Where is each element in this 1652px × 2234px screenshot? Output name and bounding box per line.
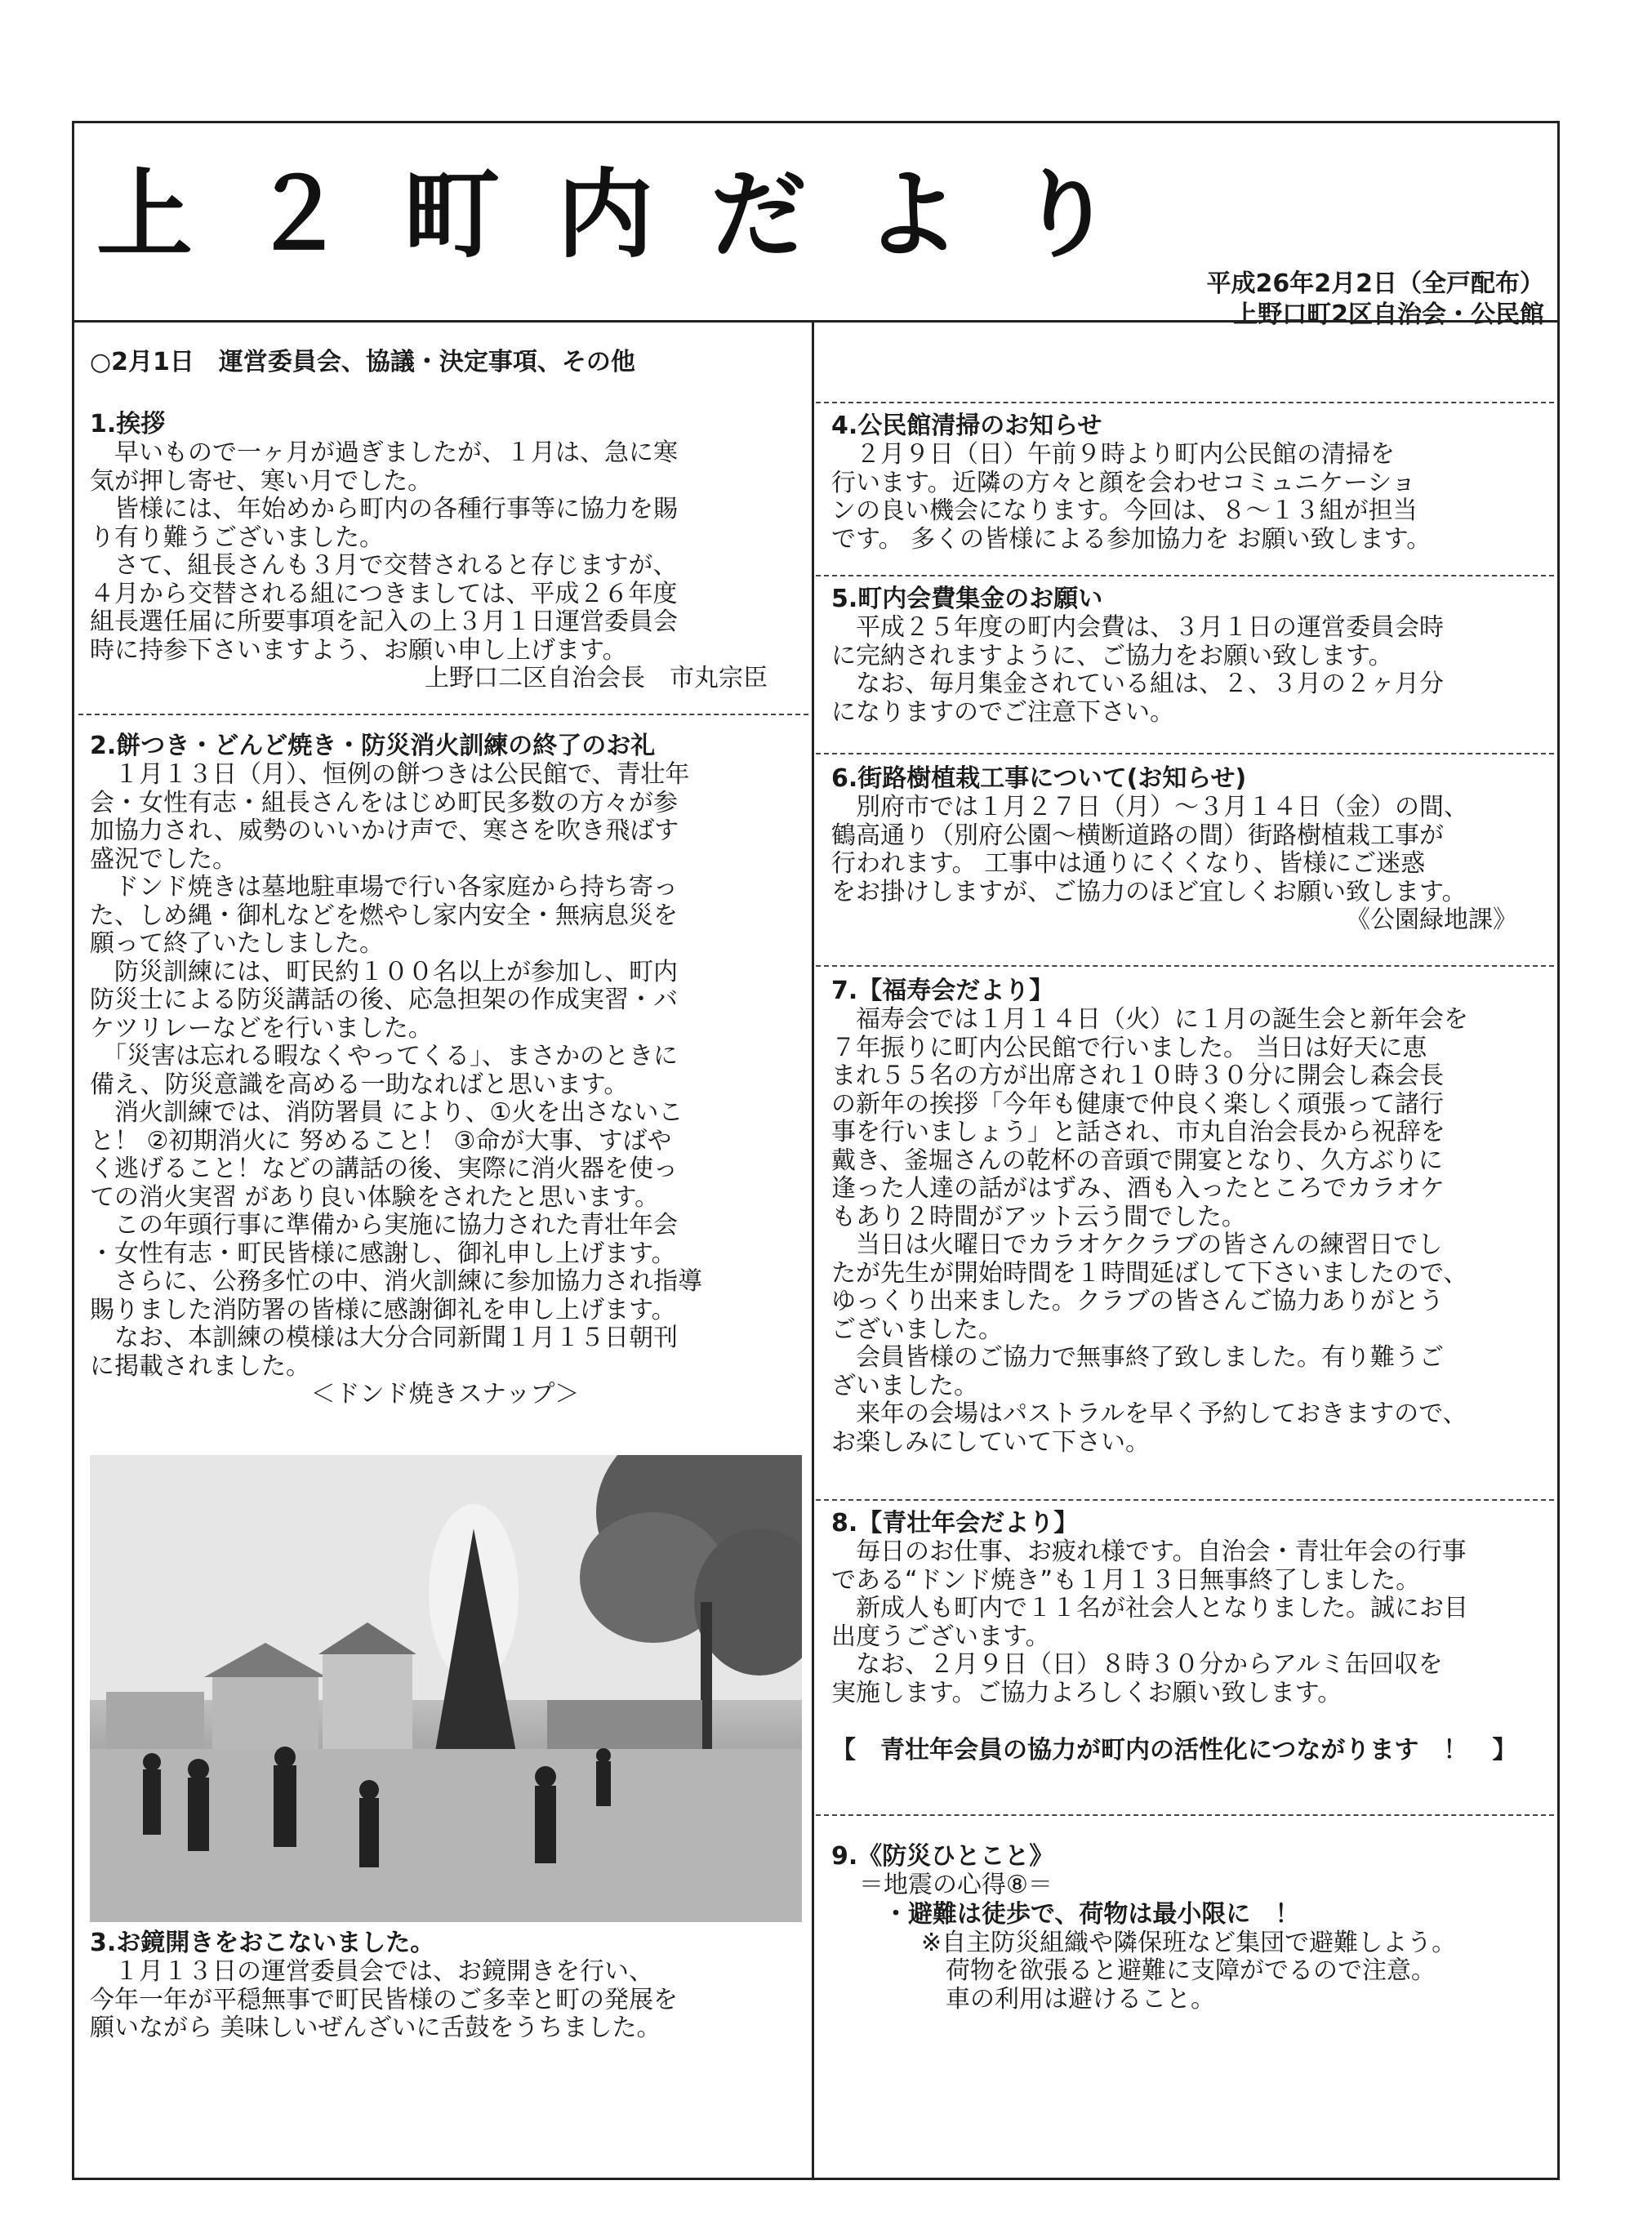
text-line: 願いながら 美味しいぜんざいに舌鼓をうちました。 xyxy=(90,2014,661,2042)
text-line: 組長選任届に所要事項を記入の上３月１日運営委員会 xyxy=(90,607,678,636)
section-heading: 4.公民館清掃のお知らせ xyxy=(831,412,1102,440)
text-line: 行われます。 工事中は通りにくくなり、皆様にご迷惑 xyxy=(831,849,1426,878)
section-fees xyxy=(831,585,1550,727)
text-line: 願って終了いたしました。 xyxy=(90,929,384,958)
text-line: に完納されますように、ご協力をお願い致します。 xyxy=(831,641,1393,670)
text-line: ２月９日（日）午前９時より町内公民館の清掃を xyxy=(831,440,1395,469)
photo-caption: ＜ドンド焼きスナップ＞ xyxy=(310,1380,580,1408)
text-line: この年頭行事に準備から実施に協力された青壮年会 xyxy=(90,1211,678,1239)
section-kagami-biraki xyxy=(90,1929,800,2043)
header-divider xyxy=(72,320,1560,323)
section-fukujukai xyxy=(831,977,1550,1457)
issue-date: 平成26年2月2日（全戸配布） xyxy=(1206,269,1544,298)
text-line: 戴き、釜堀さんの乾杯の音頭で開宴となり、久方ぶりに xyxy=(831,1146,1443,1175)
text-line: 消火訓練では、消防署員 により、①火を出さないこ xyxy=(90,1098,684,1127)
text-line: なお、毎月集金されている組は、２、３月の２ヶ月分 xyxy=(831,670,1444,698)
text-line: ４月から交替される組につきましては、平成２６年度 xyxy=(90,579,678,608)
left-column xyxy=(90,348,800,377)
text-line: 皆様には、年始めから町内の各種行事等に協力を賜 xyxy=(90,495,678,523)
text-line: 加協力され、威勢のいいかけ声で、寒さを吹き飛ばす xyxy=(90,817,679,845)
text-line: 時に持参下さいますよう、お願い申し上げます。 xyxy=(90,635,627,665)
section-heading: 8.【青壮年会だより】 xyxy=(831,1509,1079,1538)
text-line: と！ ②初期消火に 努めること！ ③命が大事、すばや xyxy=(90,1126,672,1155)
text-line: 盛況でした。 xyxy=(90,844,237,874)
text-line: ※自主防災組織や隣保班など集団で避難しよう。 xyxy=(921,1928,1457,1957)
text-line: 平成２５年度の町内会費は、３月１日の運営委員会時 xyxy=(831,613,1444,642)
text-line: １月１３日（月）、恒例の餅つきは公民館で、青壮年 xyxy=(90,760,690,789)
section-disaster-tip xyxy=(831,1842,1550,2014)
text-line: さらに、公務多忙の中、消火訓練に参加協力され指導 xyxy=(90,1267,702,1296)
text-line: ゆっくり出来ました。クラブの皆さんご協力ありがとう xyxy=(831,1287,1444,1315)
section-heading: 7.【福寿会だより】 xyxy=(831,977,1054,1005)
text-line: 早いもので一ヶ月が過ぎましたが、１月は、急に寒 xyxy=(90,438,678,467)
section-separator xyxy=(816,753,1554,754)
section-separator xyxy=(816,402,1554,403)
dondo-yaki-photo xyxy=(90,1455,802,1922)
text-line: 防災訓練には、町民約１００名以上が参加し、町内 xyxy=(90,957,678,986)
text-line: く逃げること！などの講話の後、実際に消火器を使っ xyxy=(90,1155,678,1183)
text-line: 当日は火曜日でカラオケクラブの皆さんの練習日でし xyxy=(831,1230,1443,1259)
section-greeting xyxy=(90,410,800,693)
text-line: 鶴高通り（別府公園～横断道路の間）街路樹植栽工事が xyxy=(831,821,1444,850)
spacer xyxy=(831,1707,1550,1737)
key-point: ・避難は徒歩で、荷物は最小限に ！ xyxy=(884,1899,1300,1929)
column-divider xyxy=(812,320,814,2180)
text-line: 事を行いましょう」と話され、市丸自治会長から祝辞を xyxy=(831,1118,1445,1146)
text-line: なお、２月９日（日）８時３０分からアルミ缶回収を xyxy=(831,1650,1443,1679)
text-line: 車の利用は避けること。 xyxy=(921,1984,1215,2014)
banner-message: 【 青壮年会員の協力が町内の活性化につながります ！ 】 xyxy=(831,1736,1517,1765)
text-line: 賜りました消防署の皆様に感謝御礼を申し上げます。 xyxy=(90,1295,676,1324)
source-note: 《公園緑地課》 xyxy=(1346,906,1517,934)
text-line: の新年の挨拶「今年も健康で仲良く楽しく頑張って諸行 xyxy=(831,1089,1444,1119)
text-line: 出度うございます。 xyxy=(831,1622,1050,1651)
section-street-trees xyxy=(831,764,1550,935)
section-separator xyxy=(816,965,1554,967)
text-line: 実施します。ご協力よろしくお願い致します。 xyxy=(831,1678,1343,1707)
text-line: １月１３日の運営委員会では、お鏡開きを行い、 xyxy=(90,1957,653,1986)
text-line: ざいました。 xyxy=(831,1371,978,1400)
text-line: なお、本訓練の模様は大分合同新聞１月１５日朝刊 xyxy=(90,1324,678,1352)
issuer: 上野口町2区自治会・公民館 xyxy=(1233,300,1544,329)
text-line: さて、組長さんも３月で交替されると存じますが、 xyxy=(90,551,678,580)
meeting-line: ○2月1日 運営委員会、協議・決定事項、その他 xyxy=(90,348,635,376)
text-line: り有り難うございました。 xyxy=(90,523,384,552)
section-heading: 2.餅つき・どんど焼き・防災消火訓練の終了のお礼 xyxy=(90,732,656,760)
text-line: 会員皆様のご協力で無事終了致しました。有り難うご xyxy=(831,1343,1444,1372)
text-line: ンの良い機会になります。今回は、８～１３組が担当 xyxy=(831,496,1418,525)
newsletter-title: 上２町内だより xyxy=(96,158,1172,271)
section-heading: 1.挨拶 xyxy=(90,410,166,438)
section-separator xyxy=(816,1814,1554,1816)
text-line: 会・女性有志・組長さんをはじめ町民多数の方々が参 xyxy=(90,788,678,817)
section-separator xyxy=(816,1499,1554,1501)
section-separator xyxy=(816,575,1554,576)
text-line: たが先生が開始時間を１時間延ばして下さいましたので、 xyxy=(831,1258,1468,1288)
section-events-thanks xyxy=(90,732,800,1409)
section-heading: 9.《防災ひとこと》 xyxy=(831,1842,1054,1871)
text-line: 荷物を欲張ると避難に支障がでるので注意。 xyxy=(921,1956,1436,1985)
text-line: 備え、防災意識を高める一助なればと思います。 xyxy=(90,1070,629,1099)
text-line: 来年の会場はパストラルを早く予約しておきますので、 xyxy=(831,1400,1467,1428)
text-line: 「災害は忘れる暇なくやってくる」、まさかのときに xyxy=(90,1042,678,1070)
section-separator xyxy=(78,714,808,715)
text-line: 別府市では１月２７日（月）～３月１４日（金）の間、 xyxy=(831,793,1468,821)
text-line: ・女性有志・町民皆様に感謝し、御礼申し上げます。 xyxy=(90,1239,676,1268)
text-line: た、しめ縄・御札などを燃やし家内安全・無病息災を xyxy=(90,901,678,930)
section-heading: 3.お鏡開きをおこないました。 xyxy=(90,1929,435,1957)
text-line: 防災士による防災講話の後、応急担架の作成実習・バ xyxy=(90,986,678,1014)
text-line: ７年振りに町内公民館で行いました。 当日は好天に恵 xyxy=(831,1033,1427,1062)
text-line: ございました。 xyxy=(831,1315,1003,1344)
text-line: まれ５５名の方が出席され１０時３０分に開会し森会長 xyxy=(831,1061,1444,1090)
text-line: をお掛けしますが、ご協力のほど宜しくお願い致します。 xyxy=(831,877,1467,906)
text-line: 毎日のお仕事、お疲れ様です。自治会・青壮年会の行事 xyxy=(831,1538,1467,1566)
subheading: ＝地震の心得⑧＝ xyxy=(859,1871,1053,1899)
text-line: ケツリレーなどを行いました。 xyxy=(90,1013,433,1043)
section-hall-cleaning xyxy=(831,412,1550,554)
text-line: です。 多くの皆様による参加協力を お願い致します。 xyxy=(831,524,1432,554)
section-heading: 6.街路樹植栽工事について(お知らせ) xyxy=(831,764,1247,793)
photo-illustration xyxy=(90,1455,802,1922)
signature: 上野口二区自治会長 市丸宗臣 xyxy=(425,664,768,692)
text-line: ドンド焼きは墓地駐車場で行い各家庭から持ち寄っ xyxy=(90,873,678,901)
text-line: もあり２時間がアット云う間でした。 xyxy=(831,1202,1246,1231)
text-line: お楽しみにしていて下さい。 xyxy=(831,1427,1150,1457)
text-line: ての消火実習 があり良い体験をされたと思います。 xyxy=(90,1182,660,1212)
text-line: 逢った人達の話がはずみ、酒も入ったところでカラオケ xyxy=(831,1174,1445,1203)
text-line: 今年一年が平穏無事で町民皆様のご多幸と町の発展を xyxy=(90,1985,678,2014)
text-line: 気が押し寄せ、寒い月でした。 xyxy=(90,466,433,496)
section-seisonenkai xyxy=(831,1509,1550,1765)
text-line: 福寿会では１月１４日（火）に１月の誕生会と新年会を xyxy=(831,1005,1468,1034)
text-line: 新成人も町内で１１名が社会人となりました。誠にお目 xyxy=(831,1594,1468,1622)
section-heading: 5.町内会費集金のお願い xyxy=(831,585,1103,613)
text-line: に掲載されました。 xyxy=(90,1351,310,1381)
text-line: になりますのでご注意下さい。 xyxy=(831,697,1174,727)
text-line: である“ドンド焼き”も１月１３日無事終了しました。 xyxy=(831,1565,1421,1595)
text-line: 行います。近隣の方々と顔を会わせコミュニケーショ xyxy=(831,468,1416,497)
